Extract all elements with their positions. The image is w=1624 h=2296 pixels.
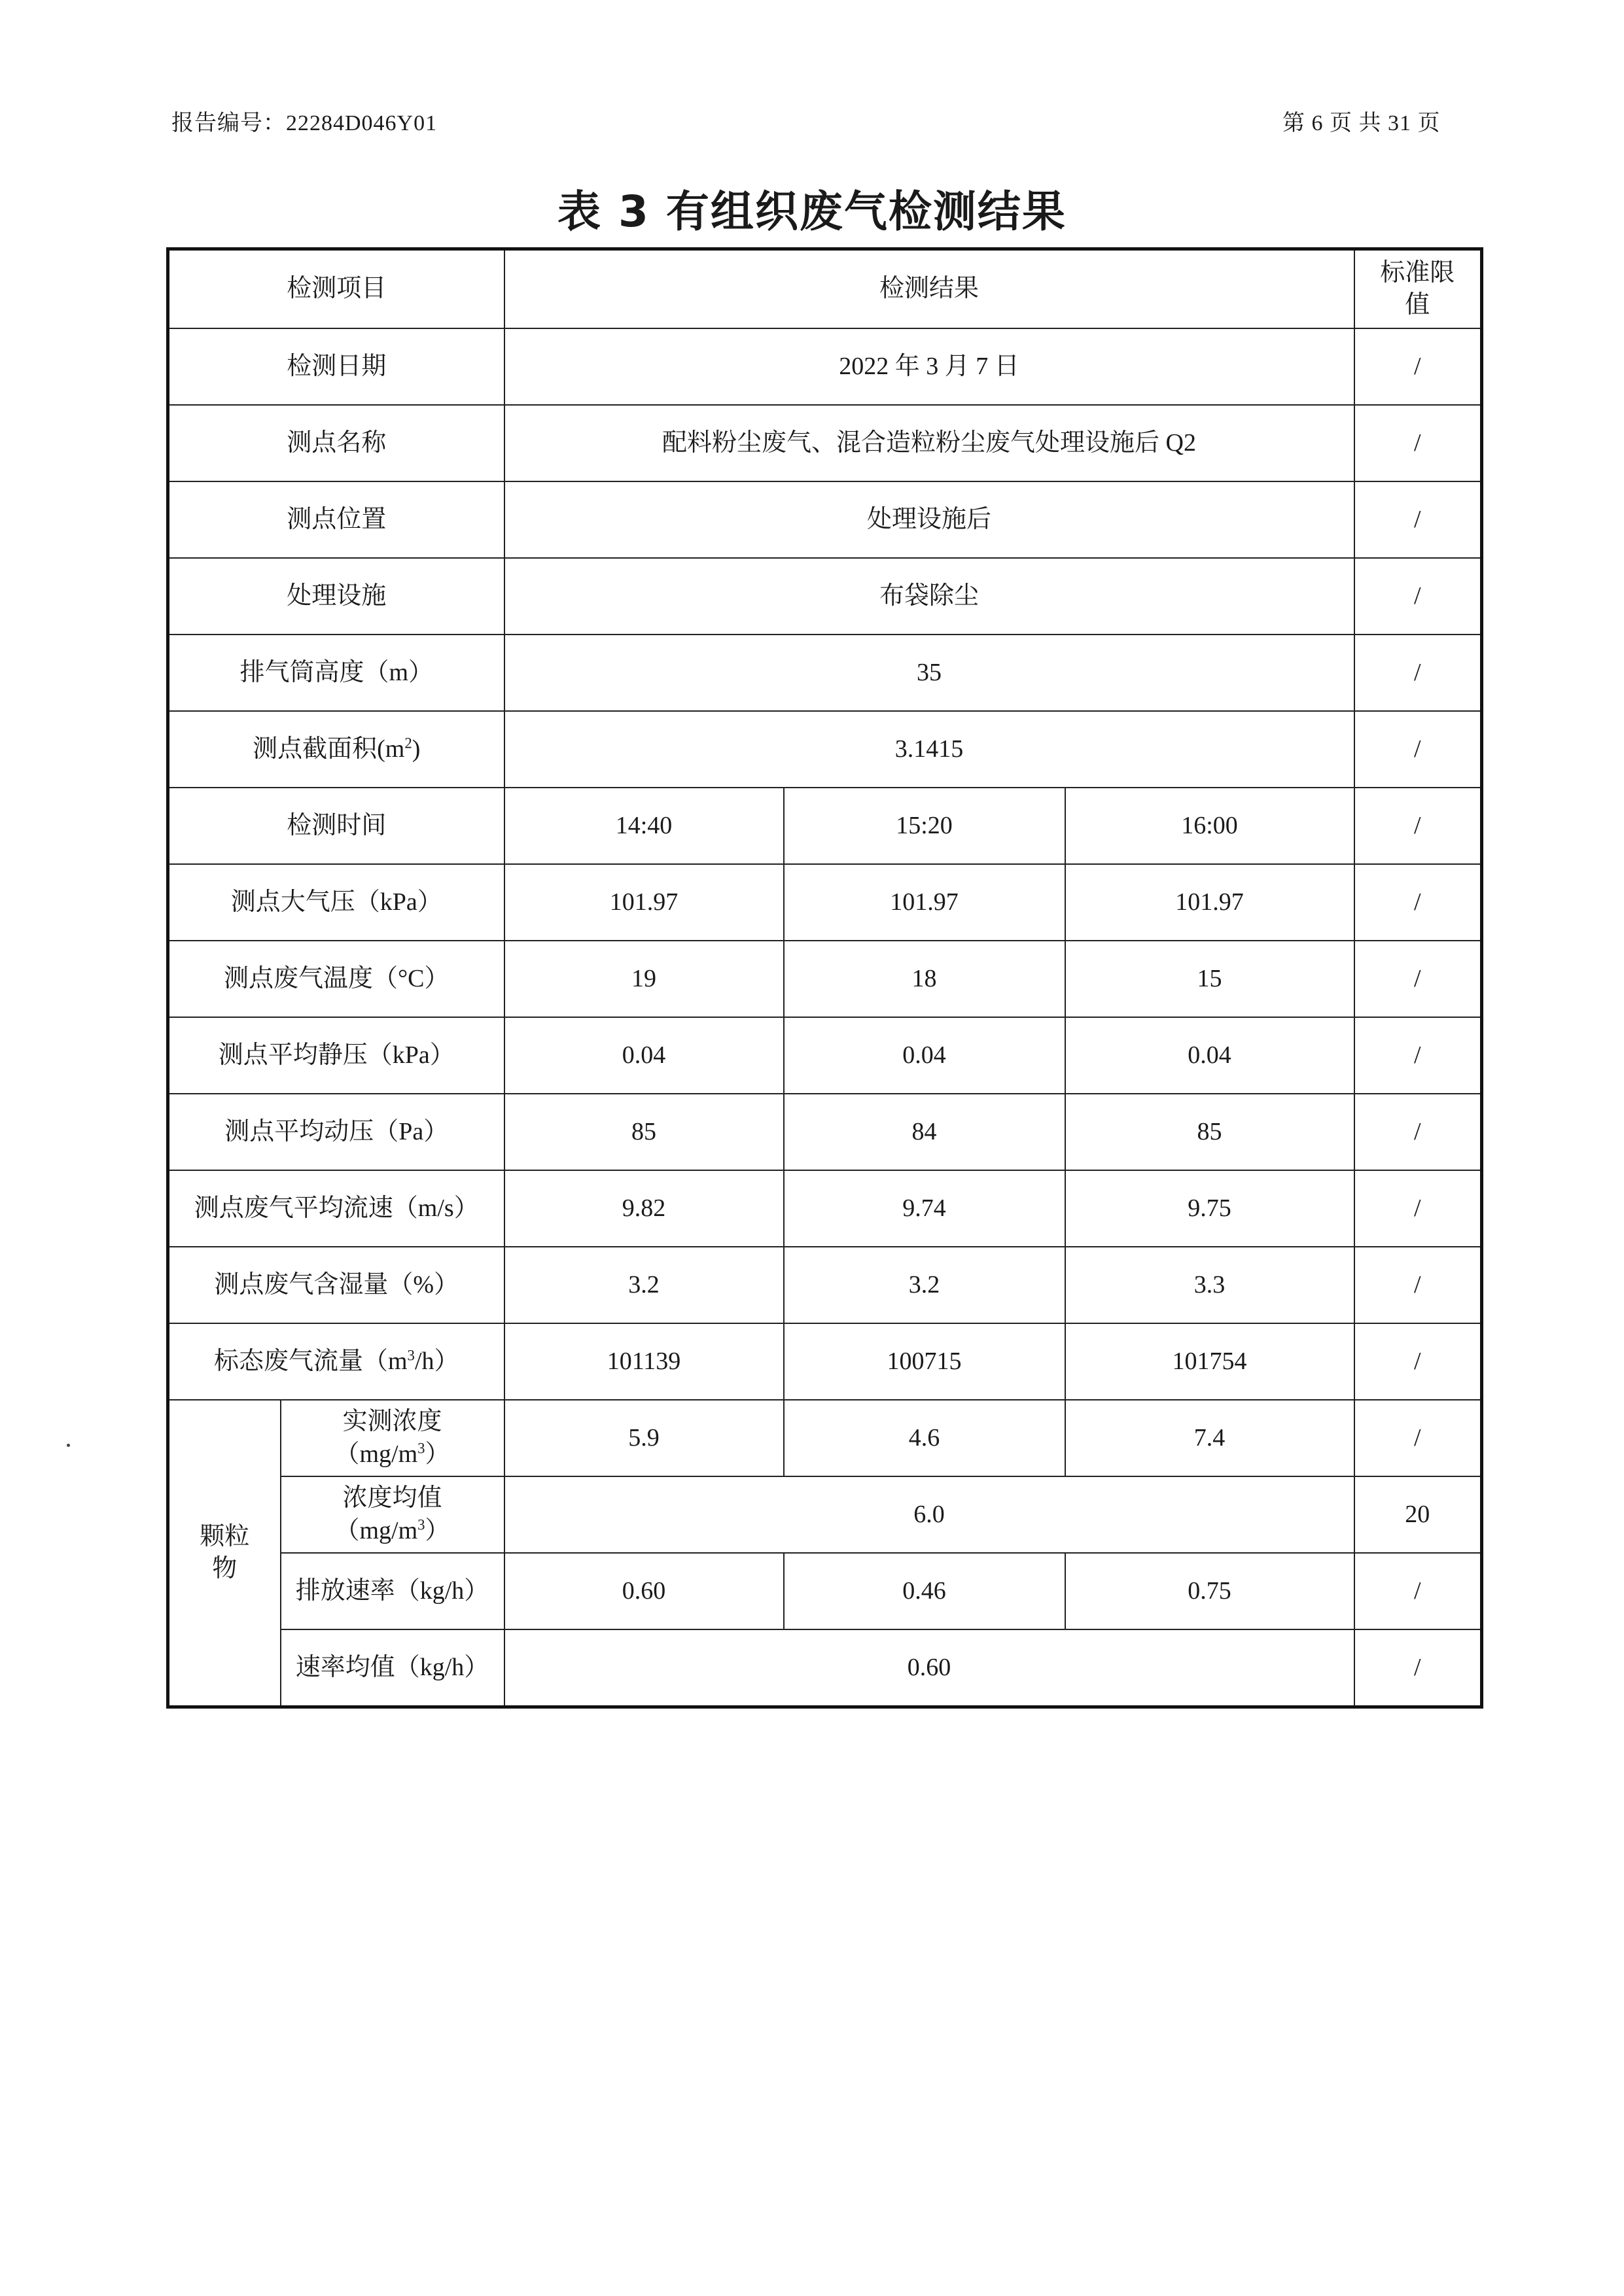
table-row — [168, 788, 1482, 864]
header-result-cell: 检测结果 — [504, 249, 1354, 329]
row-label: 处理设施 — [168, 558, 504, 635]
cell-value-1: 101.97 — [504, 864, 784, 941]
table-row — [168, 635, 1482, 711]
cell-value-2: 15:20 — [784, 788, 1065, 864]
row-label: 实测浓度 $(mg/m^3)$ — [281, 1400, 504, 1476]
row-limit: / — [1354, 405, 1482, 481]
row-limit: 20 — [1354, 1476, 1482, 1553]
cell-value-1: 5.9 — [504, 1400, 784, 1476]
cell-value-2: 3.2 — [784, 1247, 1065, 1323]
table-row — [168, 1629, 1482, 1707]
cell-value-2: 18 — [784, 941, 1065, 1017]
table-row — [168, 1553, 1482, 1629]
row-limit: / — [1354, 481, 1482, 558]
row-label: 检测日期 — [168, 328, 504, 405]
row-limit: / — [1354, 1400, 1482, 1476]
cell-value-1: 0.04 — [504, 1017, 784, 1094]
header-item-cell: 检测项目 — [168, 249, 504, 329]
cell-value-3: 16:00 — [1065, 788, 1354, 864]
row-label: 检测时间 — [168, 788, 504, 864]
cell-value-2: 100715 — [784, 1323, 1065, 1400]
table-row — [168, 711, 1482, 788]
particulate-group-label: 颗粒 物 — [168, 1400, 281, 1707]
row-limit: / — [1354, 1170, 1482, 1247]
report-number: 报告编号：22284D046Y01 — [171, 111, 438, 135]
row-label: 浓度均值 $(mg/m^3)$ — [281, 1476, 504, 1553]
cell-value-3: 0.75 — [1065, 1553, 1354, 1629]
row-label: 测点名称 — [168, 405, 504, 481]
table-row — [168, 1400, 1482, 1476]
row-value: 配料粉尘废气、混合造粒粉尘废气处理设施后 Q2 — [504, 405, 1354, 481]
cell-value-1: 0.60 — [504, 1553, 784, 1629]
row-label: 测点平均静压（kPa） — [168, 1017, 504, 1094]
row-value: 布袋除尘 — [504, 558, 1354, 635]
row-value: 处理设施后 — [504, 481, 1354, 558]
row-limit: / — [1354, 1017, 1482, 1094]
row-label: 测点大气压（kPa） — [168, 864, 504, 941]
table-row — [168, 1170, 1482, 1247]
table-row — [168, 328, 1482, 405]
cell-value-3: 85 — [1065, 1094, 1354, 1170]
table-row — [168, 1323, 1482, 1400]
row-label: 标态废气流量$(m^3/h)$ — [168, 1323, 504, 1400]
row-label: 速率均值（kg/h） — [281, 1629, 504, 1707]
row-limit: / — [1354, 1323, 1482, 1400]
exhaust-results-table — [166, 247, 1483, 1709]
table-row — [168, 1247, 1482, 1323]
cell-value-1: 14:40 — [504, 788, 784, 864]
row-limit: / — [1354, 328, 1482, 405]
row-label: 测点平均动压（Pa） — [168, 1094, 504, 1170]
cell-value-2: 4.6 — [784, 1400, 1065, 1476]
cell-value-3: 0.04 — [1065, 1017, 1354, 1094]
cell-value-3: 3.3 — [1065, 1247, 1354, 1323]
cell-value-1: 101139 — [504, 1323, 784, 1400]
scan-speck — [67, 1444, 70, 1447]
row-label: 排气筒高度（m） — [168, 635, 504, 711]
row-label: 测点截面积$(m^2)$ — [168, 711, 504, 788]
cell-value-1: 19 — [504, 941, 784, 1017]
page-number: 第 6 页 共 31 页 — [1282, 111, 1441, 135]
header-limit-cell: 标准限 值 — [1354, 249, 1482, 329]
cell-value-1: 3.2 — [504, 1247, 784, 1323]
row-limit: / — [1354, 711, 1482, 788]
row-limit: / — [1354, 1553, 1482, 1629]
table-title: 表 3 有组织废气检测结果 — [557, 186, 1067, 237]
row-limit: / — [1354, 1094, 1482, 1170]
row-label: 测点废气平均流速（m/s） — [168, 1170, 504, 1247]
row-value: 0.60 — [504, 1629, 1354, 1707]
row-value: 6.0 — [504, 1476, 1354, 1553]
cell-value-3: 9.75 — [1065, 1170, 1354, 1247]
cell-value-2: 0.04 — [784, 1017, 1065, 1094]
row-label: 测点位置 — [168, 481, 504, 558]
cell-value-3: 101.97 — [1065, 864, 1354, 941]
table-row — [168, 1094, 1482, 1170]
table-row — [168, 1476, 1482, 1553]
row-limit: / — [1354, 558, 1482, 635]
table-row — [168, 405, 1482, 481]
cell-value-2: 9.74 — [784, 1170, 1065, 1247]
table-row — [168, 864, 1482, 941]
cell-value-2: 84 — [784, 1094, 1065, 1170]
cell-value-3: 15 — [1065, 941, 1354, 1017]
table-row — [168, 558, 1482, 635]
row-value: 3.1415 — [504, 711, 1354, 788]
row-limit: / — [1354, 1247, 1482, 1323]
row-label: 测点废气含湿量（%） — [168, 1247, 504, 1323]
cell-value-2: 101.97 — [784, 864, 1065, 941]
row-label: 测点废气温度（°C） — [168, 941, 504, 1017]
cell-value-1: 85 — [504, 1094, 784, 1170]
table-header-row — [168, 249, 1482, 329]
table-row — [168, 481, 1482, 558]
cell-value-3: 101754 — [1065, 1323, 1354, 1400]
row-limit: / — [1354, 788, 1482, 864]
row-limit: / — [1354, 1629, 1482, 1707]
row-limit: / — [1354, 941, 1482, 1017]
table-row — [168, 1017, 1482, 1094]
row-limit: / — [1354, 635, 1482, 711]
cell-value-3: 7.4 — [1065, 1400, 1354, 1476]
cell-value-2: 0.46 — [784, 1553, 1065, 1629]
cell-value-1: 9.82 — [504, 1170, 784, 1247]
row-value: 2022 年 3 月 7 日 — [504, 328, 1354, 405]
row-value: 35 — [504, 635, 1354, 711]
row-label: 排放速率（kg/h） — [281, 1553, 504, 1629]
table-row — [168, 941, 1482, 1017]
row-limit: / — [1354, 864, 1482, 941]
